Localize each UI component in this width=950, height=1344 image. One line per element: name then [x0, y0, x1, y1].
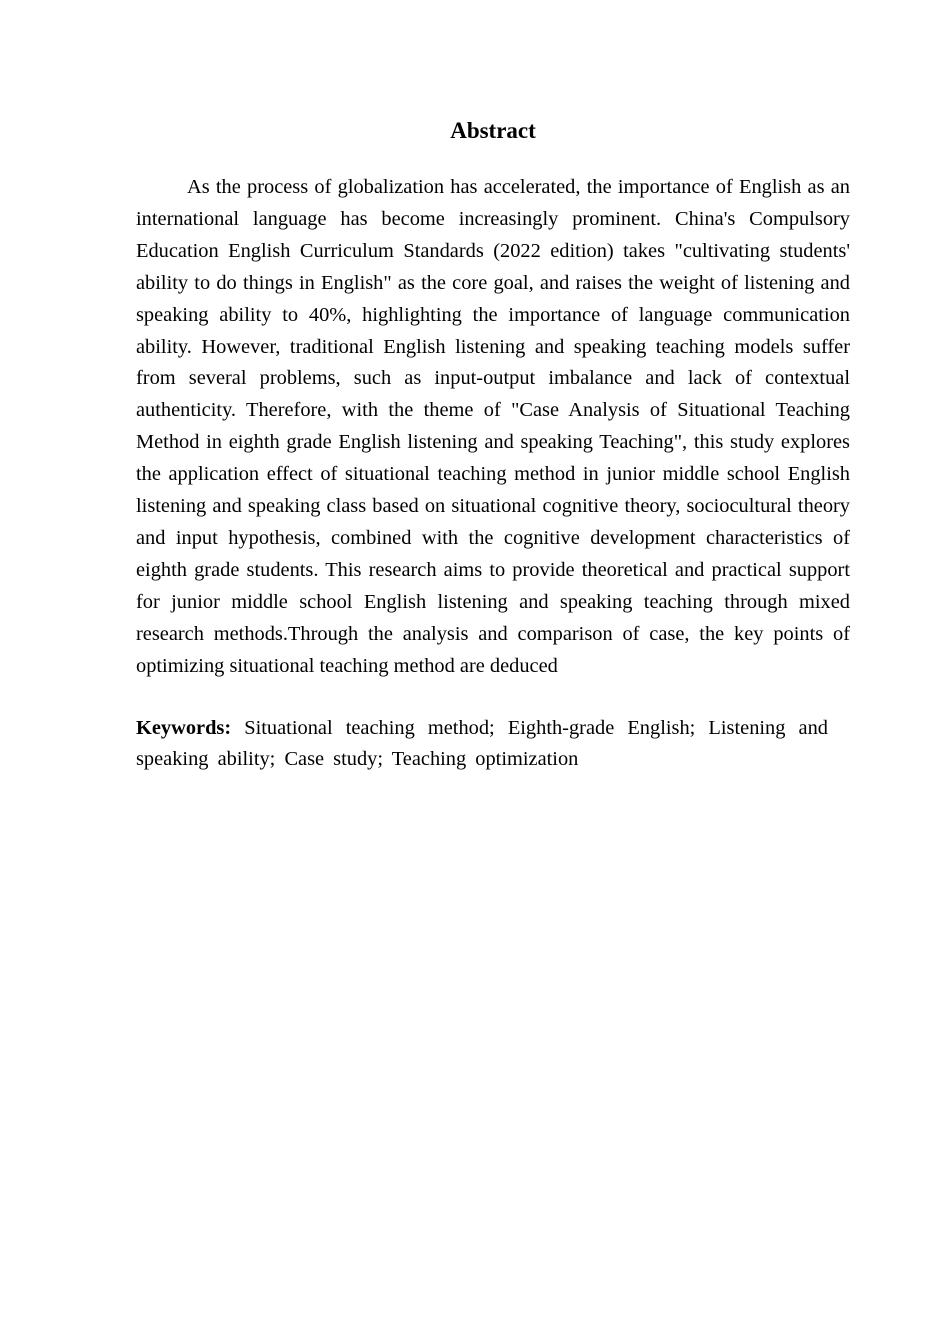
abstract-title: Abstract: [450, 118, 536, 143]
keywords-label: Keywords:: [136, 716, 232, 739]
keywords-text: Situational teaching method; Eighth-grade English; Listening and speaking ability; Case study; Teaching optimization: [136, 716, 828, 771]
keywords-line: [136, 713, 828, 777]
abstract-body: As the process of globalization has accelerated, the importance of English as an international language has become increasingly prominent. China's Compulsory Education English Curriculum Standards (2022 edition) takes "cultivating students' ability to do things in English" as the core goal, and raises the weight of listening and speaking ability to 40%, highlighting the importance of language communication ability. However, traditional English listening and speaking teaching models suffer from several problems, such as input-output imbalance and lack of contextual authenticity. Therefore, with the theme of "Case Analysis of Situational Teaching Method in eighth grade English listening and speaking Teaching", this study explores the application effect of situational teaching method in junior middle school English listening and speaking class based on situational cognitive theory, sociocultural theory and input hypothesis, combined with the cognitive development characteristics of eighth grade students. This research aims to provide theoretical and practical support for junior middle school English listening and speaking teaching through mixed research methods.Through the analysis and comparison of case, the key points of optimizing situational teaching method are deduced: [136, 176, 850, 677]
abstract-page: [136, 116, 850, 797]
